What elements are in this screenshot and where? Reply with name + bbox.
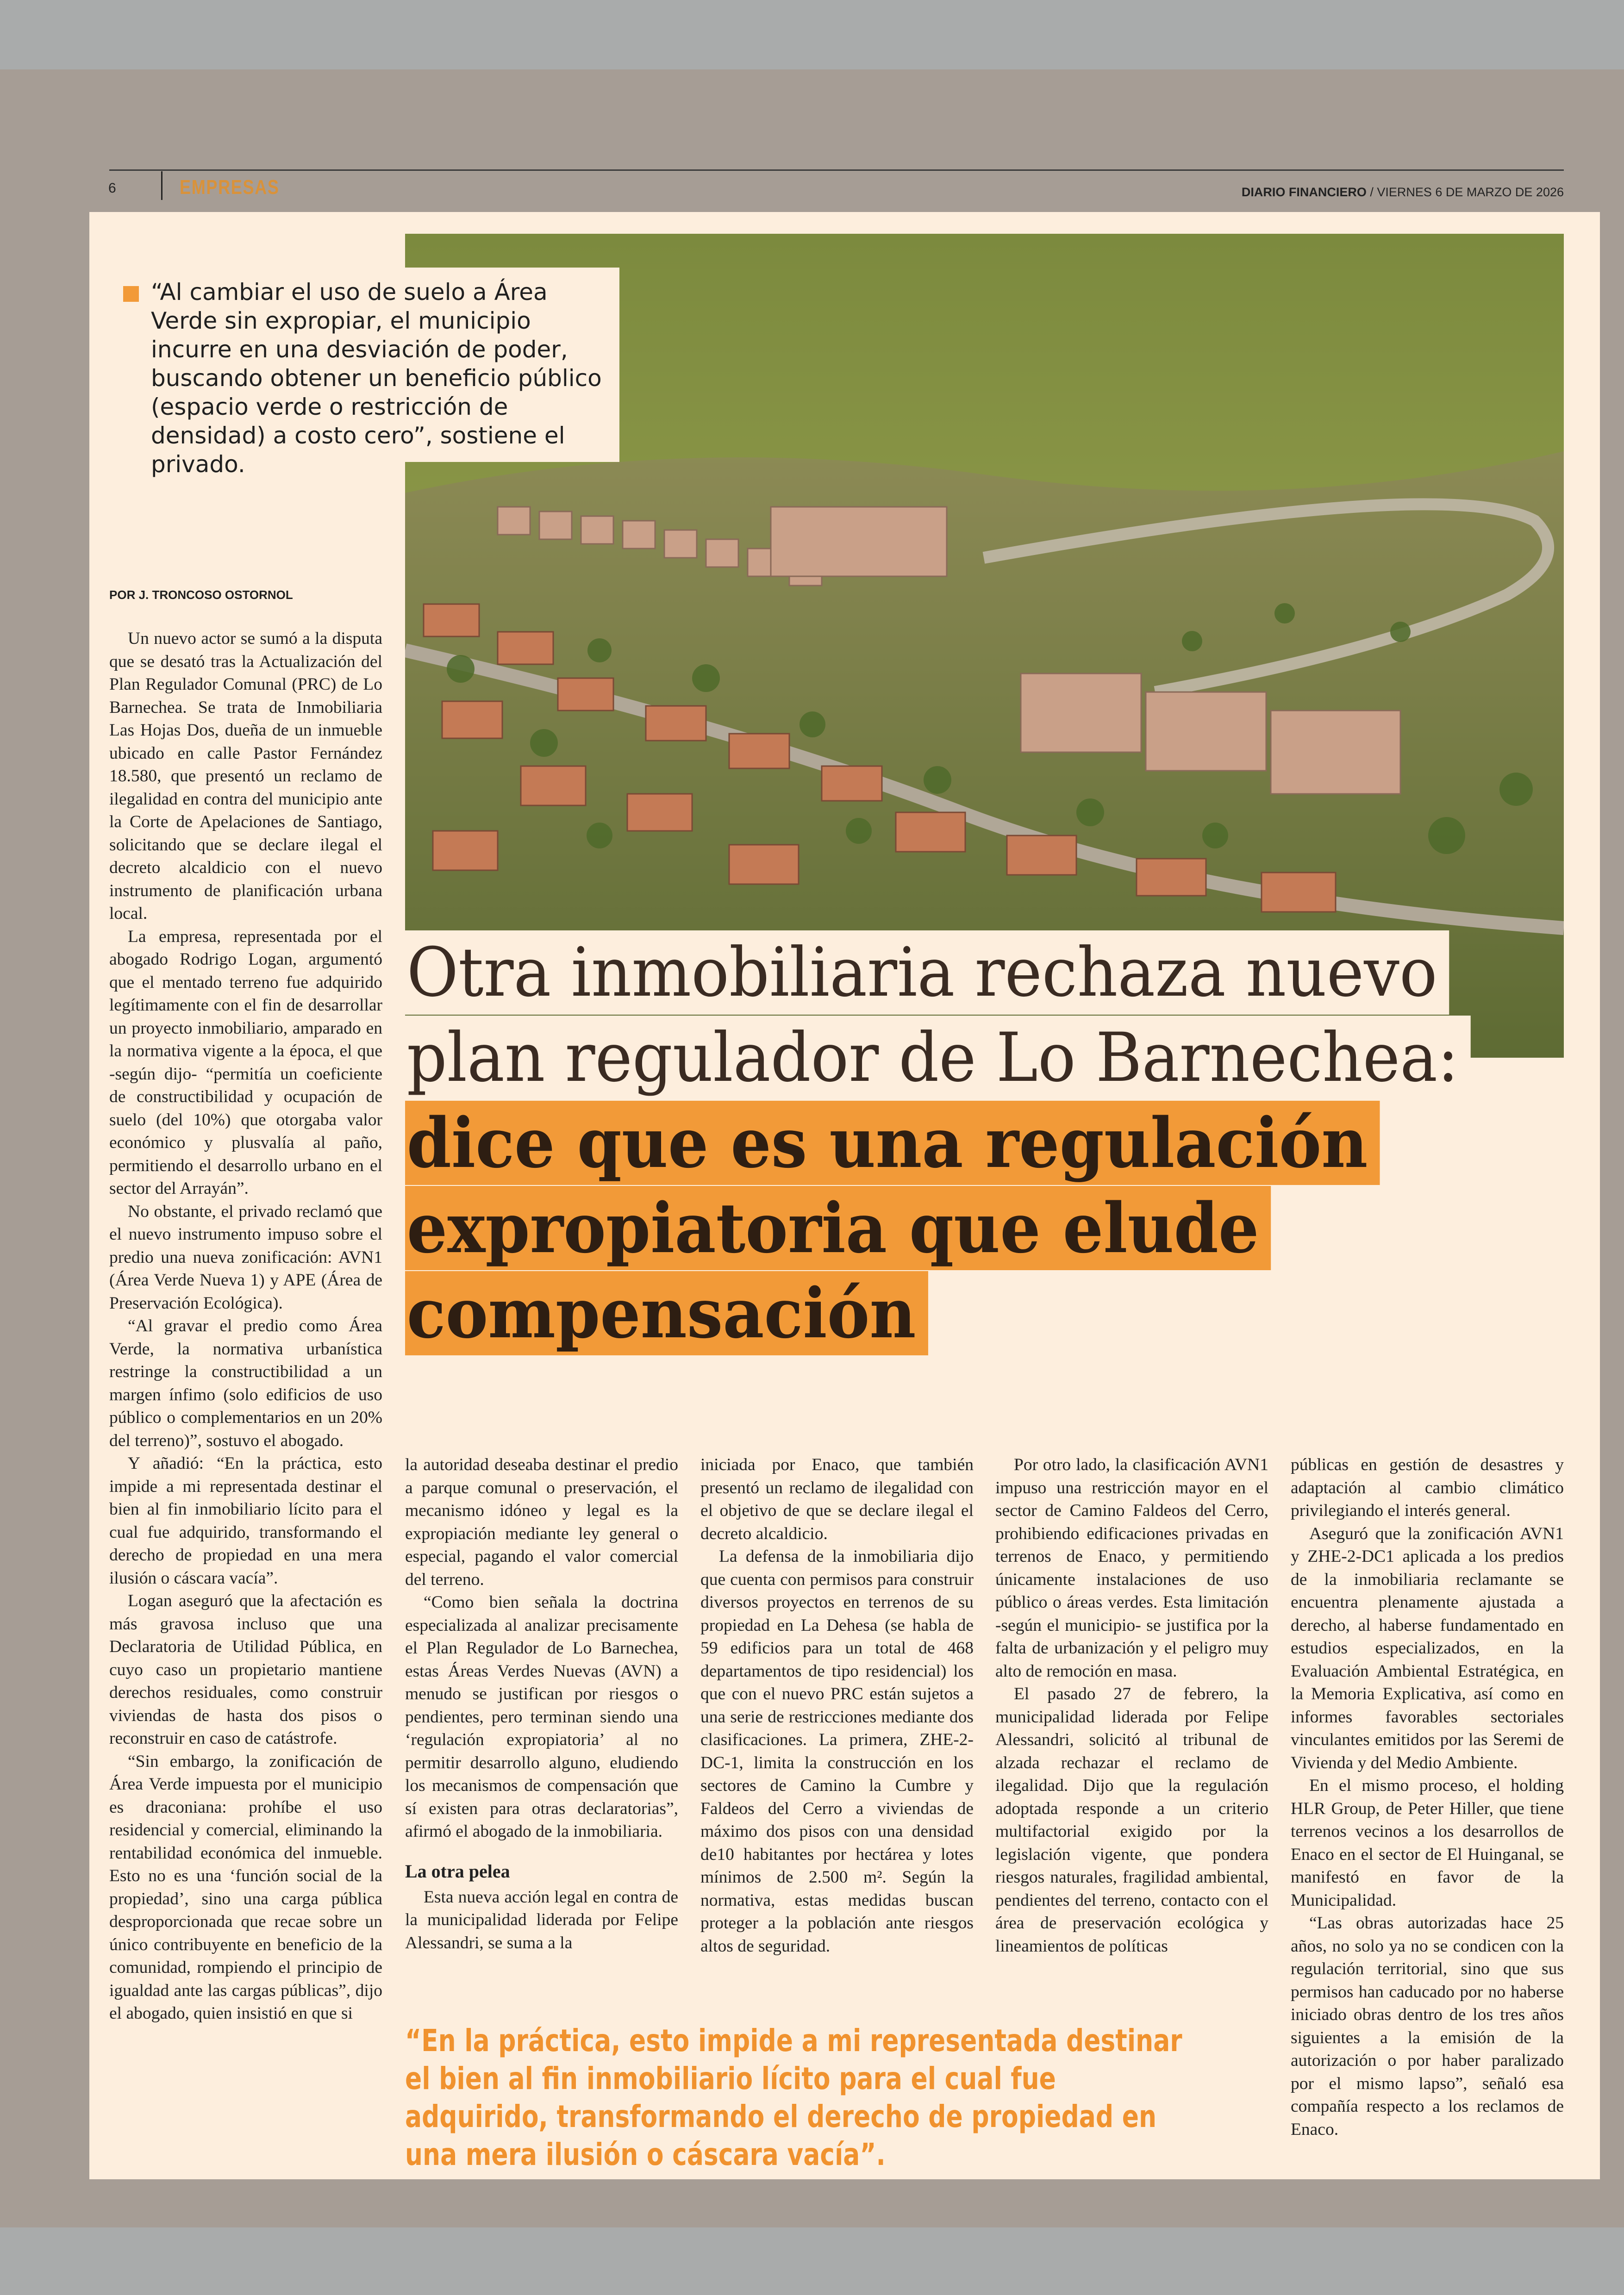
paragraph: Aseguró que la zonificación AVN1 y ZHE-2-DC1 aplicada a los predios de la inmobiliaria reclamante se encuentra plenamente ajustada a derecho, al haberse fundamentado en estudios especializados, en la Evaluación Ambiental Estratégica, en la Memoria Explicativa, así como en informes favorables sectoriales vinculantes emitidos por las Seremi de Vivienda y del Medio Ambiente. [1291, 1524, 1564, 1772]
paragraph: Y añadió: “En la práctica, esto impide a mi representada destinar el bien al fin inmobiliario lícito para el cual fue adquirido, transformando el derecho de propiedad en una mera ilusión o cáscara vacía”. [109, 1454, 382, 1588]
headline-line-5: compensación [405, 1271, 928, 1355]
section-divider [161, 171, 162, 200]
paragraph: Por otro lado, la clasificación AVN1 impuso una restricción mayor en el sector de Camino Faldeos del Cerro, prohibiendo edificaciones privadas en terrenos de Enaco, y permitiendo únicamente instalaciones de uso público o áreas verdes. Esta limitación -según el municipio- se justifica por la falta de urbanización y el peligro muy alto de remoción en masa. [995, 1455, 1268, 1681]
paragraph: Un nuevo actor se sumó a la disputa que se desató tras la Actualización del Plan Regulador Comunal (PRC) de Lo Barnechea. Se trata de Inmobiliaria Las Hojas Dos, dueña de un inmueble ubicado en calle Pastor Fernández 18.580, que presentó un reclamo de ilegalidad en contra del municipio ante la Corte de Apelaciones de Santiago, solicitando que se declare ilegal el decreto alcaldicio con el nuevo instrumento de planificación urbana local. [109, 629, 382, 923]
headline-line-3: dice que es una regulación [405, 1101, 1380, 1185]
article-column-1 [109, 627, 382, 2025]
headline-line-4: expropiatoria que elude [405, 1186, 1271, 1270]
page-number: 6 [108, 181, 116, 196]
paragraph: La empresa, representada por el abogado Rodrigo Logan, argumentó que el mentado terreno fue adquirido legítimamente con el fin de desarrollar un proyecto inmobiliario, amparado en la normativa vigente a la época, el que -según dijo- “permitía un coeficiente de constructibilidad y ocupación de suelo (del 10%) que otorgaba valor económico y plusvalía al paño, permitiendo el desarrollo urbano en el sector del Arrayán”. [109, 927, 382, 1198]
byline: POR J. TRONCOSO OSTORNOL [109, 588, 293, 602]
publication-name: DIARIO FINANCIERO [1241, 185, 1367, 199]
highlight-quote-text: “Al cambiar el uso de suelo a Área Verde sin expropiar, el municipio incurre en una desviación de poder, buscando obtener un beneficio público (espacio verde o restricción de densidad) a costo cero”, sostiene el privado. [151, 279, 602, 478]
headline [405, 930, 1576, 1356]
highlight-quote-box [109, 268, 619, 478]
pull-quote: “En la práctica, esto impide a mi representada destinar el bien al fin inmobiliario lícito para el cual fue adquirido, transformando el derecho de propiedad en una mera ilusión o cáscara vacía”. [405, 2023, 1182, 2172]
paragraph: En el mismo proceso, el holding HLR Group, de Peter Hiller, que tiene terrenos vecinos a los desarrollos de Enaco en el sector de El Huinganal, se manifestó en favor de la Municipalidad. [1291, 1776, 1564, 1910]
paragraph: públicas en gestión de desastres y adaptación al cambio climático privilegiando el interés general. [1291, 1455, 1564, 1520]
paragraph: Esta nueva acción legal en contra de la municipalidad liderada por Felipe Alessandri, se suma a la [405, 1887, 678, 1952]
section-name: EMPRESAS [180, 176, 280, 199]
article-column-4 [995, 1453, 1268, 1958]
paragraph: “Como bien señala la doctrina especializada al analizar precisamente el Plan Regulador de Lo Barnechea, estas Áreas Verdes Nuevas (AVN) a menudo se justifican por riesgos o pendientes, pero terminan siendo una ‘regulación expropiatoria’ al no permitir desarrollo alguno, eludiendo los mecanismos de compensación que sí existen para otras declaratorias”, afirmó el abogado de la inmobiliaria. [405, 1593, 678, 1841]
masthead [1242, 185, 1564, 200]
paragraph: El pasado 27 de febrero, la municipalidad liderada por Felipe Alessandri, solicitó al tribunal de alzada rechazar el reclamo de ilegalidad. Dijo que la regulación adoptada responde a un criterio multifactorial exigido por la legislación vigente, que pondera riesgos naturales, fragilidad ambiental, pendientes del terreno, contacto con el área de preservación ecológica y lineamientos de políticas [995, 1684, 1268, 1956]
paragraph: iniciada por Enaco, que también presentó un reclamo de ilegalidad con el objetivo de que se declare ilegal el decreto alcaldicio. [700, 1455, 974, 1543]
paragraph: “Sin embargo, la zonificación de Área Verde impuesta por el municipio es draconiana: prohíbe el uso residencial y comercial, eliminando la rentabilidad económica del inmueble. Esto no es una ‘función social de la propiedad’, sino una carga pública desproporcionada que recae sobre un único contribuyente en beneficio de la comunidad, rompiendo el principio de igualdad ante las cargas públicas”, dijo el abogado, quien insistió en que si [109, 1752, 382, 2023]
subheading: La otra pelea [405, 1860, 510, 1882]
article-column-3 [700, 1453, 974, 1958]
headline-line-1: Otra inmobiliaria rechaza nuevo [405, 930, 1449, 1015]
paragraph: La defensa de la inmobiliaria dijo que cuenta con permisos para construir diversos proyectos en terrenos de su propiedad en La Dehesa (se habla de 59 edificios para un total de 468 departamentos de tipo residencial) los que con el nuevo PRC están sujetos a una serie de restricciones mediante dos clasificaciones. La primera, ZHE-2-DC-1, limita la construcción en los sectores de Camino la Cumbre y Faldeos del Cerro a viviendas de máximo dos pisos con una densidad de10 habitantes por hectárea y lotes mínimos de 2.500 m². Según la normativa, estas medidas buscan proteger a la población ante riesgos altos de seguridad. [700, 1547, 974, 1956]
header-rule [109, 169, 1564, 171]
paragraph: “Las obras autorizadas hace 25 años, no solo ya no se condicen con la regulación territorial, sino que sus permisos han caducado por no haberse iniciado obras dentro de los tres años siguientes a la emisión de la autorización o por haber paralizado por el mismo lapso”, señaló esa compañía respecto a los reclamos de Enaco. [1291, 1914, 1564, 2139]
headline-line-2: plan regulador de Lo Barnechea: [405, 1016, 1471, 1100]
paragraph: “Al gravar el predio como Área Verde, la normativa urbanística restringe la constructibilidad a un margen ínfimo (solo edificios de uso público o complementarios en un 20% del terreno)”, sostuvo el abogado. [109, 1316, 382, 1450]
quote-bullet-square [123, 286, 139, 302]
paragraph: la autoridad deseaba destinar el predio a parque comunal o preservación, el mecanismo idóneo y legal es la expropiación mediante ley general o especial, pagando el valor comercial del terreno. [405, 1455, 678, 1589]
article-column-2 [405, 1453, 678, 1954]
article-column-5 [1291, 1453, 1564, 2141]
paragraph: Logan aseguró que la afectación es más gravosa incluso que una Declaratoria de Utilidad Pública, en cuyo caso un propietario mantiene derechos residuales, como construir viviendas de hasta dos pisos o reconstruir en caso de catástrofe. [109, 1591, 382, 1748]
paragraph: No obstante, el privado reclamó que el nuevo instrumento impuso sobre el predio una nueva zonificación: AVN1 (Área Verde Nueva 1) y APE (Área de Preservación Ecológica). [109, 1202, 382, 1313]
issue-date: / VIERNES 6 DE MARZO DE 2026 [1370, 185, 1564, 199]
